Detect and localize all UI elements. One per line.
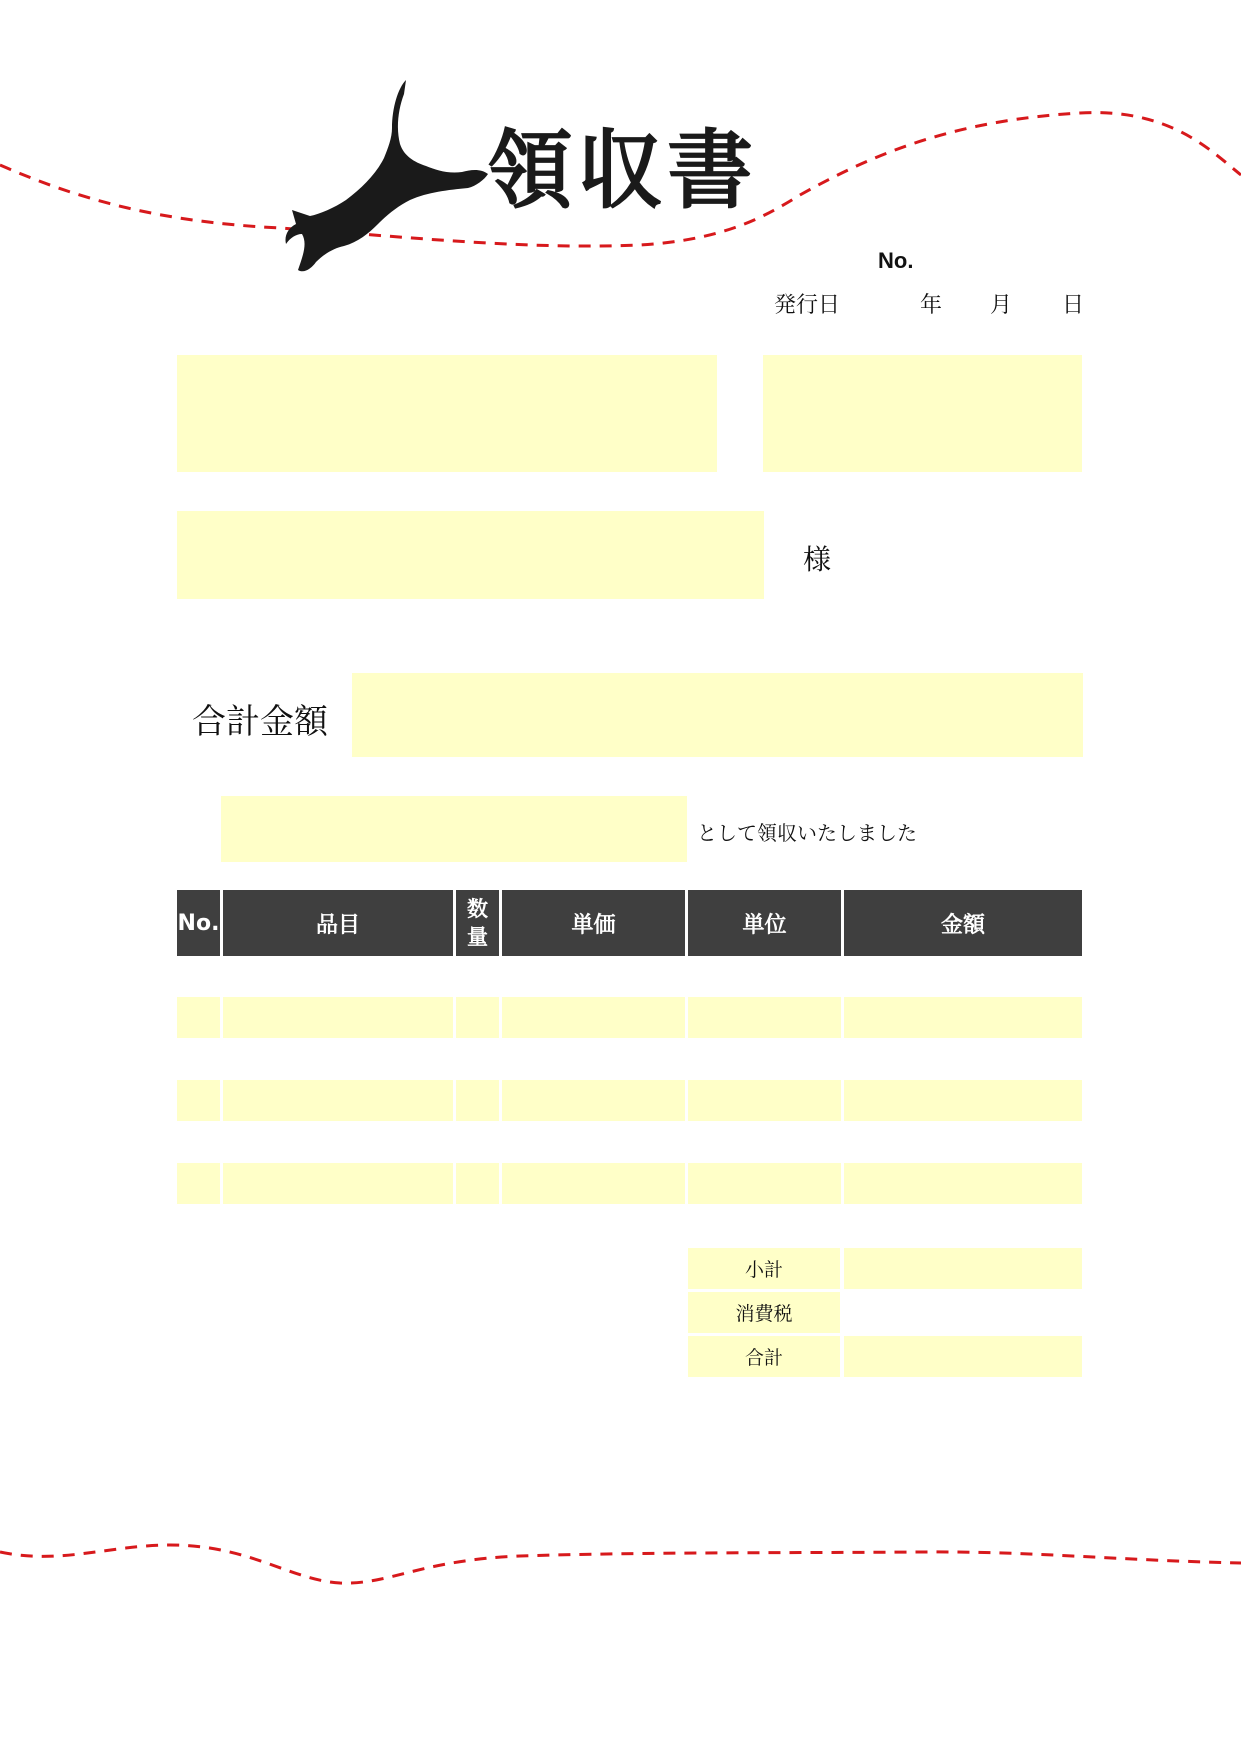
total-amount-field[interactable] <box>352 673 1083 757</box>
row-cell-quantity[interactable] <box>456 1163 499 1204</box>
row-cell-unit-price[interactable] <box>502 1080 685 1121</box>
row-cell-amount[interactable] <box>844 1080 1082 1121</box>
row-cell-unit[interactable] <box>688 1163 841 1204</box>
row-cell-item[interactable] <box>223 997 453 1038</box>
bottom-dashed-wave <box>0 1545 1241 1583</box>
recipient-name-field[interactable] <box>177 511 764 599</box>
row-cell-quantity[interactable] <box>456 997 499 1038</box>
row-cell-unit[interactable] <box>688 997 841 1038</box>
header-unit: 単位 <box>688 890 841 956</box>
header-unit-price: 単価 <box>502 890 685 956</box>
items-table-header <box>177 890 1082 956</box>
purpose-field[interactable] <box>221 796 687 862</box>
row-cell-unit-price[interactable] <box>502 1163 685 1204</box>
header-item: 品目 <box>223 890 453 956</box>
header-quantity <box>456 890 499 956</box>
row-cell-item[interactable] <box>223 1163 453 1204</box>
month-label: 月 <box>990 293 1013 318</box>
header-amount: 金額 <box>844 890 1082 956</box>
header-no: No. <box>177 890 220 956</box>
header-quantity-line2: 量 <box>467 925 488 949</box>
row-cell-no[interactable] <box>177 1080 220 1121</box>
tax-label: 消費税 <box>688 1292 840 1333</box>
document-title: 領収書 <box>487 121 757 221</box>
subtotal-field[interactable] <box>844 1248 1082 1289</box>
day-label: 日 <box>1062 293 1085 318</box>
jumping-cat-icon <box>280 78 490 278</box>
row-cell-no[interactable] <box>177 1163 220 1204</box>
row-cell-amount[interactable] <box>844 997 1082 1038</box>
row-cell-unit-price[interactable] <box>502 997 685 1038</box>
issue-date-row <box>774 288 1094 318</box>
row-cell-item[interactable] <box>223 1080 453 1121</box>
issue-date-label: 発行日 <box>774 293 841 318</box>
row-cell-unit[interactable] <box>688 1080 841 1121</box>
receipt-number-label: No. <box>878 248 914 273</box>
row-cell-amount[interactable] <box>844 1163 1082 1204</box>
row-cell-no[interactable] <box>177 997 220 1038</box>
grand-total-label: 合計 <box>688 1336 840 1377</box>
row-cell-quantity[interactable] <box>456 1080 499 1121</box>
year-label: 年 <box>920 293 943 318</box>
stamp-field[interactable] <box>763 355 1082 472</box>
received-phrase: として領収いたしました <box>697 821 917 845</box>
subtotal-label: 小計 <box>688 1248 840 1289</box>
recipient-suffix: 様 <box>803 543 832 576</box>
issuer-info-field[interactable] <box>177 355 717 472</box>
grand-total-field[interactable] <box>844 1336 1082 1377</box>
tax-field[interactable] <box>844 1292 1082 1333</box>
header-quantity-line1: 数 <box>467 897 488 921</box>
total-amount-label: 合計金額 <box>192 702 328 742</box>
